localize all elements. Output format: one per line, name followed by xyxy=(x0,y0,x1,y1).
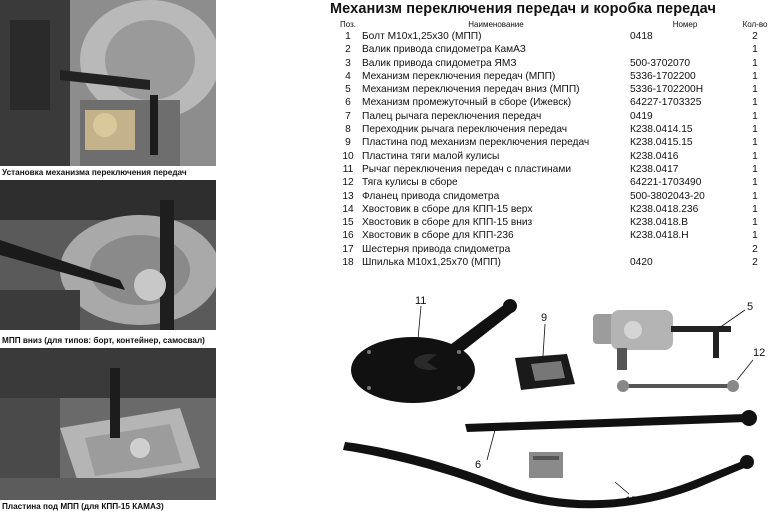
cell-number: 5336-1702200Н xyxy=(630,84,704,96)
part-5-shift-mechanism xyxy=(593,310,731,370)
cell-qty: 1 xyxy=(752,97,758,109)
cell-name: Хвостовик в сборе для КПП-15 вниз xyxy=(362,217,533,229)
cell-pos: 5 xyxy=(345,84,351,96)
table-row xyxy=(334,243,770,256)
cell-pos: 15 xyxy=(342,217,354,229)
table-row xyxy=(334,57,770,70)
cell-pos: 4 xyxy=(345,70,351,82)
cell-number xyxy=(630,243,740,256)
header-name: Наименование xyxy=(468,20,524,29)
cell-qty: 1 xyxy=(752,57,758,69)
cell-qty: 1 xyxy=(752,163,758,175)
mpp-down-photo xyxy=(0,180,216,330)
table-row xyxy=(334,30,770,43)
cell-pos: 18 xyxy=(342,257,354,269)
cell-name: Валик привода спидометра ЯМЗ xyxy=(362,57,517,69)
cell-pos: 11 xyxy=(342,163,354,175)
cell-name: Тяга кулисы в сборе xyxy=(362,177,458,189)
parts-table-body xyxy=(334,30,770,269)
cell-pos: 3 xyxy=(345,57,351,69)
cell-number: К238.0414.15 xyxy=(630,124,693,136)
header-pos: Поз. xyxy=(340,20,356,29)
cell-name: Валик привода спидометра КамАЗ xyxy=(362,44,526,56)
table-row xyxy=(334,43,770,56)
cell-qty: 1 xyxy=(752,84,758,96)
cell-pos: 14 xyxy=(342,203,354,215)
cell-number: 0420 xyxy=(630,257,653,269)
cell-number: 64221-1703490 xyxy=(630,177,702,189)
table-row xyxy=(334,150,770,163)
cell-qty: 1 xyxy=(752,44,758,56)
photo-installation xyxy=(0,0,216,166)
cell-number xyxy=(630,43,740,56)
part-6-long-bar xyxy=(465,410,757,432)
photo-mpp-down xyxy=(0,180,216,330)
header-qty: Кол-во xyxy=(742,20,768,29)
cell-name: Палец рычага переключения передач xyxy=(362,110,542,122)
table-header-row xyxy=(334,19,770,30)
cell-name: Шестерня привода спидометра xyxy=(362,243,511,255)
table-row xyxy=(334,229,770,242)
cell-qty: 2 xyxy=(752,257,758,269)
table-row xyxy=(334,190,770,203)
cell-pos: 2 xyxy=(345,44,351,56)
cell-number: К238.0417 xyxy=(630,163,679,175)
cell-number: 64227-1703325 xyxy=(630,97,702,109)
cell-qty: 1 xyxy=(752,124,758,136)
table-row xyxy=(334,83,770,96)
table-row xyxy=(334,123,770,136)
table-row xyxy=(334,70,770,83)
header-number: Номер xyxy=(672,20,698,29)
cell-number: К238.0416 xyxy=(630,150,679,162)
part-11-lever-plate xyxy=(351,299,517,403)
table-row xyxy=(334,216,770,229)
cell-number: 500-3702070 xyxy=(630,57,691,69)
cell-pos: 7 xyxy=(345,110,351,122)
cell-name: Механизм переключения передач вниз (МПП) xyxy=(362,84,580,96)
cell-pos: 1 xyxy=(345,31,351,42)
parts-illustration xyxy=(335,290,770,525)
cell-pos: 17 xyxy=(342,243,354,255)
callout-5: 5 xyxy=(747,301,754,313)
part-12-rod xyxy=(617,380,739,392)
callout-11: 11 xyxy=(415,295,427,307)
caption-photo-plate: Пластина под МПП (для КПП-15 КАМАЗ) xyxy=(2,502,164,511)
callout-12: 12 xyxy=(753,347,766,359)
caption-photo-installation: Установка механизма переключения передач xyxy=(2,168,187,177)
cell-name: Хвостовик в сборе для КПП-236 xyxy=(362,230,514,242)
engine-bay-photo xyxy=(0,0,216,166)
cell-qty: 1 xyxy=(752,190,758,202)
cell-pos: 10 xyxy=(342,150,354,162)
cell-qty: 1 xyxy=(752,217,758,229)
caption-photo-mpp-down: МПП вниз (для типов: борт, контейнер, самосвал) xyxy=(2,336,205,345)
cell-name: Рычаг переключения передач с пластинами xyxy=(362,163,572,175)
cell-name: Шпилька М10х1,25х70 (МПП) xyxy=(362,257,501,269)
table-row xyxy=(334,96,770,109)
cell-pos: 9 xyxy=(345,137,351,149)
cell-name: Пластина под механизм переключения передач xyxy=(362,137,590,149)
cell-number: К238.0415.15 xyxy=(630,137,693,149)
cell-qty: 1 xyxy=(752,70,758,82)
table-row xyxy=(334,176,770,189)
cell-qty: 1 xyxy=(752,110,758,122)
cell-qty: 1 xyxy=(752,150,758,162)
photo-plate xyxy=(0,348,216,500)
cell-pos: 13 xyxy=(342,190,354,202)
cell-name: Пластина тяги малой кулисы xyxy=(362,150,500,162)
cell-qty: 1 xyxy=(752,137,758,149)
cell-qty: 2 xyxy=(752,243,758,255)
cell-number: К238.0418.В xyxy=(630,217,689,229)
cell-qty: 1 xyxy=(752,203,758,215)
callout-15: 15 xyxy=(625,495,638,507)
cell-name: Фланец привода спидометра xyxy=(362,190,500,202)
cell-pos: 12 xyxy=(342,177,354,189)
cell-qty: 1 xyxy=(752,177,758,189)
part-small-plate xyxy=(529,452,563,478)
parts-table xyxy=(334,19,770,269)
cell-pos: 8 xyxy=(345,124,351,136)
table-row xyxy=(334,110,770,123)
plate-photo xyxy=(0,348,216,500)
table-row xyxy=(334,256,770,269)
table-row xyxy=(334,136,770,149)
callout-6: 6 xyxy=(475,459,482,471)
cell-qty: 2 xyxy=(752,31,758,42)
cell-name: Хвостовик в сборе для КПП-15 верх xyxy=(362,203,533,215)
cell-number: 5336-1702200 xyxy=(630,70,696,82)
cell-pos: 16 xyxy=(342,230,354,242)
cell-name: Болт М10х1,25х30 (МПП) xyxy=(362,31,482,42)
cell-number: 0418 xyxy=(630,31,653,42)
callout-9: 9 xyxy=(541,312,548,324)
cell-number: К238.0418.236 xyxy=(630,203,699,215)
cell-name: Механизм промежуточный в сборе (Ижевск) xyxy=(362,97,572,109)
cell-qty: 1 xyxy=(752,230,758,242)
table-row xyxy=(334,163,770,176)
part-9-plate xyxy=(515,354,575,390)
cell-number: 500-3802043-20 xyxy=(630,190,705,202)
cell-number: 0419 xyxy=(630,110,653,122)
table-row xyxy=(334,203,770,216)
cell-number: К238.0418.Н xyxy=(630,230,689,242)
cell-name: Механизм переключения передач (МПП) xyxy=(362,70,556,82)
page-title: Механизм переключения передач и коробка передач xyxy=(330,1,716,17)
cell-pos: 6 xyxy=(345,97,351,109)
cell-name: Переходник рычага переключения передач xyxy=(362,124,568,136)
